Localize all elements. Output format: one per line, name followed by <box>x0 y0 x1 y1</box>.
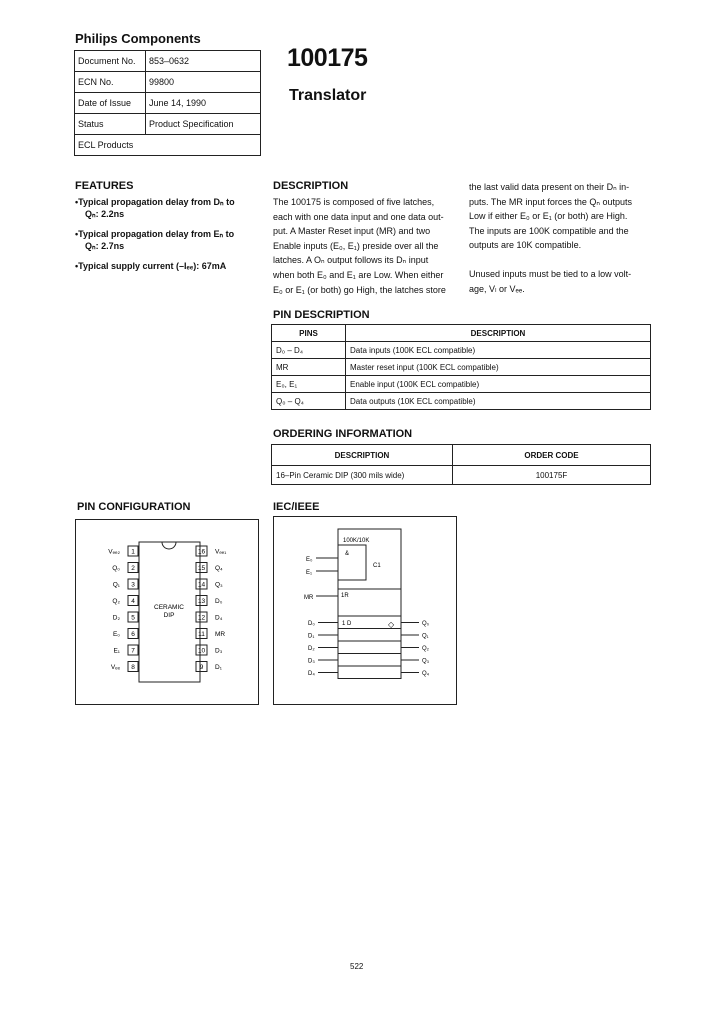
description-line: put. A Master Reset input (MR) and two <box>273 226 431 237</box>
table-row <box>272 376 651 393</box>
pin-name: Vₑₑ <box>110 664 120 671</box>
iec-output-label: Q₃ <box>422 658 430 665</box>
order-code-cell: 100175F <box>453 466 651 485</box>
package-notch <box>162 542 176 549</box>
reset-label: 1R <box>341 593 349 599</box>
description-line: Enable inputs (E₀, E₁) preside over all the <box>273 240 439 251</box>
document-info-table <box>74 50 261 156</box>
table-row <box>272 359 651 376</box>
iec-logic-symbol <box>274 517 456 704</box>
info-value: June 14, 1990 <box>146 93 261 114</box>
iec-symbol-figure <box>273 516 457 705</box>
description-line: The 100175 is composed of five latches, <box>273 197 435 207</box>
pin-cell: E₀, E₁ <box>272 376 346 393</box>
pin-number: 13 <box>197 598 206 605</box>
info-label: Document No. <box>75 51 146 72</box>
iec-io-rows <box>308 616 430 679</box>
e0-label: E₀ <box>306 557 313 563</box>
package-label: DIP <box>163 612 175 619</box>
pin-cell: MR <box>272 359 346 376</box>
iec-output-label: Q₄ <box>422 671 430 677</box>
feature-item-line: Qₙ: 2.7ns <box>85 241 125 251</box>
pin-name: Q₃ <box>215 581 223 589</box>
e1-label: E₁ <box>306 570 313 576</box>
pin-number: 9 <box>199 664 204 671</box>
pin-number: 12 <box>197 614 206 622</box>
info-label: ECN No. <box>75 72 146 93</box>
description-line: Low if either E₀ or E₁ (or both) are High. <box>469 211 628 222</box>
description-column-1 <box>273 195 456 297</box>
latch-cell <box>338 666 401 679</box>
pin-number: 5 <box>131 614 135 622</box>
latch-cell <box>338 641 401 654</box>
features-heading: FEATURES <box>75 180 134 192</box>
description-column-2 <box>469 180 653 296</box>
description-line: age, Vₗ or Vₑₑ. <box>469 283 525 294</box>
pin-number: 16 <box>197 548 206 556</box>
pin-name: Q₀ <box>112 565 120 572</box>
pin-desc-cell: Enable input (100K ECL compatible) <box>346 376 651 393</box>
pin-number: 3 <box>131 581 135 589</box>
info-row <box>75 51 261 72</box>
iec-input-label: D₂ <box>308 646 315 652</box>
iec-output-label: Q₁ <box>422 633 429 640</box>
output-symbol: ◇ <box>388 620 395 629</box>
info-row <box>75 135 261 156</box>
iec-output-label: Q₀ <box>422 621 430 627</box>
c1-label: C1 <box>373 563 381 569</box>
latch-cell <box>338 654 401 667</box>
pin-desc-cell: Master reset input (100K ECL compatible) <box>346 359 651 376</box>
pin-number: 4 <box>131 598 135 605</box>
table-row <box>272 393 651 410</box>
pin-name: Q₁ <box>112 581 120 589</box>
part-subtitle: Translator <box>289 87 367 104</box>
ordering-heading: ORDERING INFORMATION <box>273 428 413 440</box>
pin-cell: Q₀ – Q₄ <box>272 393 346 410</box>
pin-name: Q₄ <box>215 565 223 572</box>
description-line: each with one data input and one data out- <box>273 211 444 222</box>
company-name: Philips Components <box>75 31 201 46</box>
pin-description-table <box>271 324 651 410</box>
info-label: Date of Issue <box>75 93 146 114</box>
pin-desc-cell: Data inputs (100K ECL compatible) <box>346 342 651 359</box>
pin-name: Vₑₑ₂ <box>108 548 120 556</box>
pin-number: 11 <box>198 631 205 638</box>
pin-number: 10 <box>197 647 206 655</box>
info-value: 853–0632 <box>146 51 261 72</box>
pin-number: 6 <box>131 631 135 638</box>
description-line: the last valid data present on their Dₙ in- <box>469 182 630 192</box>
iec-input-label: D₃ <box>308 658 315 665</box>
info-row <box>75 93 261 114</box>
mr-label: MR <box>304 595 314 601</box>
part-number: 100175 <box>287 44 368 72</box>
pin-configuration-heading: PIN CONFIGURATION <box>77 501 191 513</box>
pin-configuration-figure <box>75 519 259 705</box>
info-row <box>75 114 261 135</box>
pin-name: D₃ <box>215 647 223 655</box>
column-header: DESCRIPTION <box>272 445 453 466</box>
d-label: 1 D <box>342 621 352 627</box>
info-value: 99800 <box>146 72 261 93</box>
and-gate <box>338 545 366 580</box>
column-header: PINS <box>272 325 346 342</box>
iec-input-label: D₁ <box>308 633 315 640</box>
pin-number: 8 <box>131 664 135 671</box>
description-heading: DESCRIPTION <box>273 180 349 192</box>
pin-name: Vₑₑ₁ <box>215 548 227 556</box>
pin-name: D₁ <box>215 664 222 671</box>
pin-number: 2 <box>131 565 135 572</box>
table-row <box>272 466 651 485</box>
info-row <box>75 72 261 93</box>
package-label: CERAMIC <box>154 604 184 611</box>
latch-cell <box>338 629 401 642</box>
table-header-row <box>272 325 651 342</box>
iec-input-label: D₄ <box>308 671 315 677</box>
pin-name: E₀ <box>112 631 120 638</box>
feature-item-line: •Typical propagation delay from Eₙ to <box>75 229 235 239</box>
pin-number: 7 <box>131 647 135 655</box>
column-header: ORDER CODE <box>453 445 651 466</box>
feature-item-line: •Typical supply current (–Iₑₑ): 67mA <box>75 261 227 271</box>
product-line: ECL Products <box>75 135 261 156</box>
table-row <box>272 342 651 359</box>
pin-number: 1 <box>131 548 135 556</box>
pin-name: D₄ <box>215 614 223 622</box>
dip-package-diagram <box>76 520 258 704</box>
feature-item-line: •Typical propagation delay from Dₙ to <box>75 197 235 207</box>
pin-number: 15 <box>197 565 206 572</box>
pin-name: D₂ <box>112 614 120 622</box>
pin-number: 14 <box>197 581 206 589</box>
iec-input-label: D₀ <box>308 621 315 627</box>
description-line: Unused inputs must be tied to a low volt- <box>469 268 632 279</box>
iec-output-label: Q₂ <box>422 646 429 652</box>
feature-item-line: Qₙ: 2.2ns <box>85 209 125 219</box>
block-title: 100K/10K <box>343 538 370 544</box>
description-line: outputs are 10K compatible. <box>469 240 582 251</box>
description-line: when both E₀ and E₁ are Low. When either <box>273 269 444 280</box>
features-list <box>75 196 263 272</box>
order-desc-cell: 16–Pin Ceramic DIP (300 mils wide) <box>272 466 453 485</box>
and-symbol: & <box>345 551 350 557</box>
description-line: E₀ or E₁ (or both) go High, the latches store <box>273 284 446 295</box>
iec-heading: IEC/IEEE <box>273 501 320 513</box>
description-line: puts. The MR input forces the Qₙ outputs <box>469 196 633 207</box>
info-label: Status <box>75 114 146 135</box>
pin-name: E₁ <box>113 647 120 655</box>
info-value: Product Specification <box>146 114 261 135</box>
pin-cell: D₀ – D₄ <box>272 342 346 359</box>
pin-description-heading: PIN DESCRIPTION <box>273 309 370 321</box>
ordering-table <box>271 444 651 485</box>
table-header-row <box>272 445 651 466</box>
pin-name: D₀ <box>215 598 223 605</box>
pin-desc-cell: Data outputs (10K ECL compatible) <box>346 393 651 410</box>
column-header: DESCRIPTION <box>346 325 651 342</box>
description-line: latches. A Oₙ output follows its Dₙ input <box>273 255 429 266</box>
pin-name: MR <box>215 631 226 638</box>
description-line: The inputs are 100K compatible and the <box>469 225 629 236</box>
page-number: 522 <box>350 962 364 971</box>
pin-name: Q₂ <box>112 598 120 605</box>
